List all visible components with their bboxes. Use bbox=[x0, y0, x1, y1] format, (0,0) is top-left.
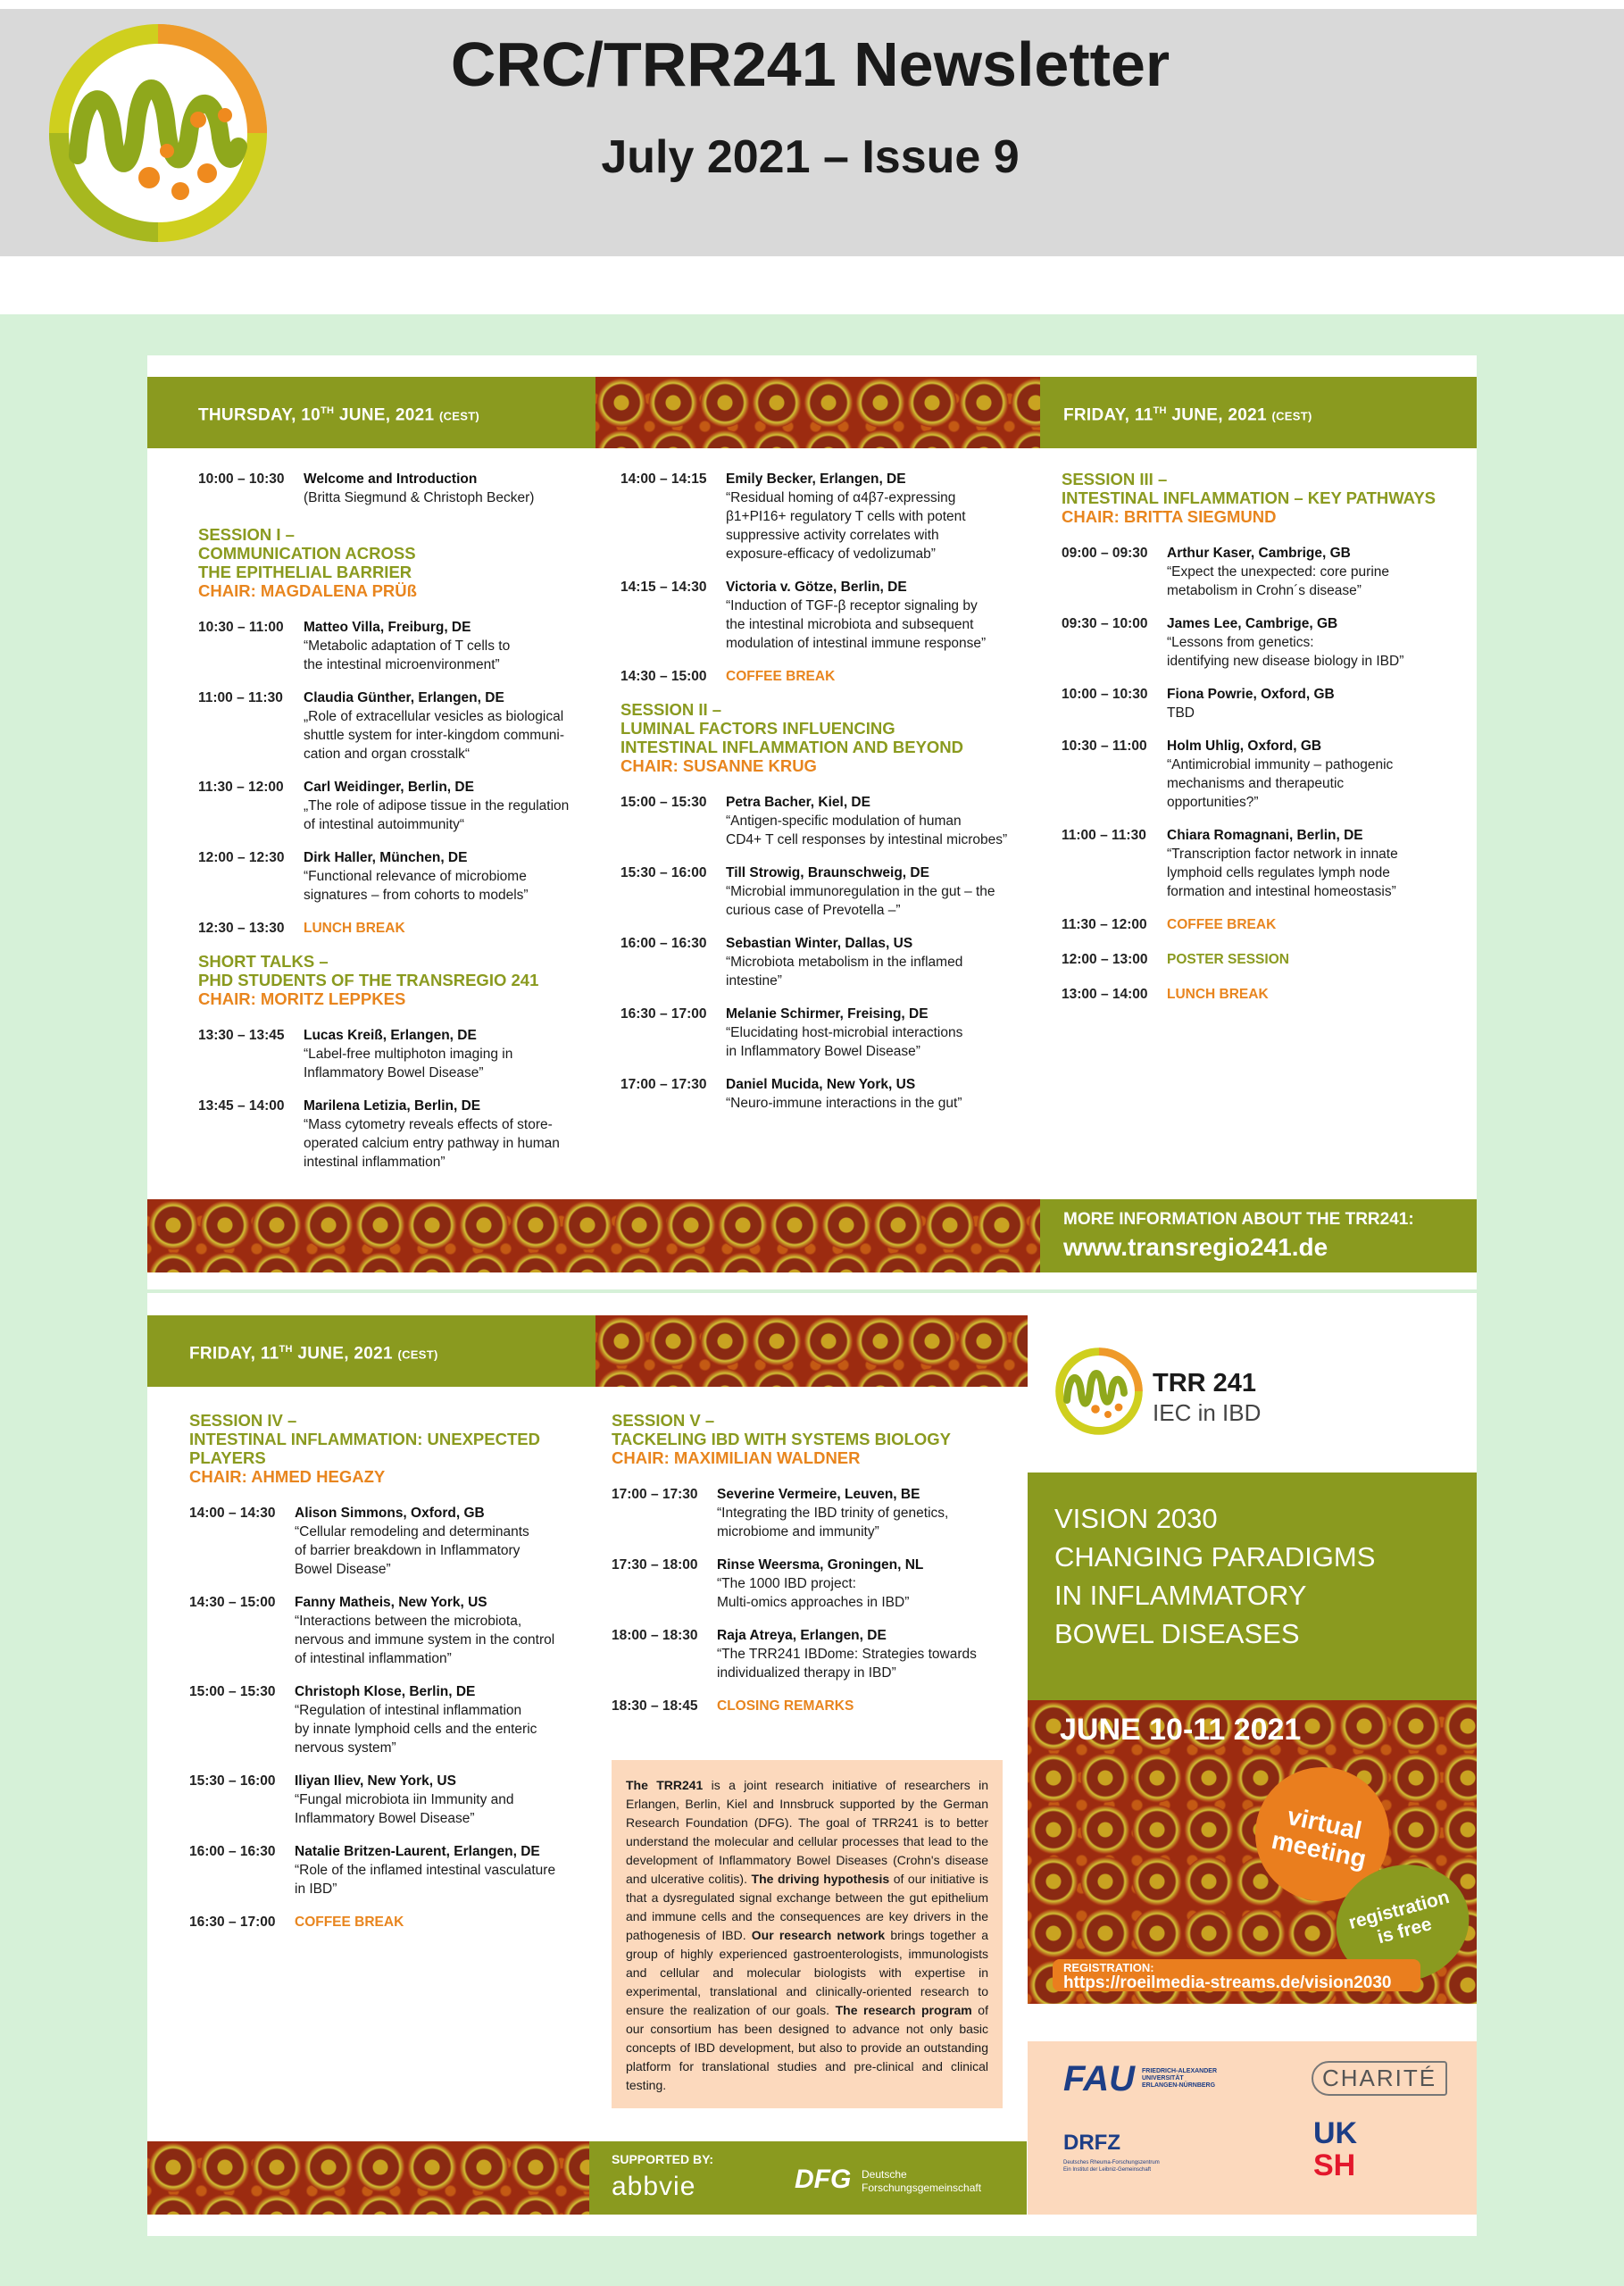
talk-title: “Neuro-immune interactions in the gut” bbox=[726, 1096, 962, 1111]
talk-time: 15:00 – 15:30 bbox=[189, 1684, 276, 1699]
talk-title: “Integrating the IBD trinity of genetics, microbiome and immunity” bbox=[717, 1506, 949, 1539]
talk-row bbox=[198, 1097, 591, 1172]
talk-title: “The 1000 IBD project: Multi-omics approaches in IBD” bbox=[717, 1576, 910, 1610]
lunch-break-row: 12:30 – 13:30 LUNCH BREAK bbox=[198, 921, 405, 936]
speaker: Fiona Powrie, Oxford, GB bbox=[1167, 687, 1335, 702]
supported-by-label: SUPPORTED BY: bbox=[612, 2152, 714, 2166]
talk-row bbox=[620, 1075, 1022, 1113]
talk-title: “Role of the inflamed intestinal vasculature in IBD” bbox=[295, 1863, 556, 1897]
talk-row bbox=[198, 778, 591, 834]
speaker: Till Strowig, Braunschweig, DE bbox=[726, 865, 929, 880]
speaker: Natalie Britzen-Laurent, Erlangen, DE bbox=[295, 1844, 540, 1859]
day2-heading: FRIDAY, 11TH JUNE, 2021 (CEST) bbox=[1063, 405, 1312, 425]
charite-logo: CHARITÉ bbox=[1312, 2061, 1447, 2096]
day2-band bbox=[147, 1315, 595, 1387]
drfz-name: Deutsches Rheuma-Forschungszentrum Ein Institut der Leibniz-Gemeinschaft bbox=[1063, 2160, 1160, 2173]
session-3-heading: SESSION III – INTESTINAL INFLAMMATION – KEY PATHWAYS CHAIR: BRITTA SIEGMUND bbox=[1062, 470, 1437, 526]
website-link[interactable]: www.transregio241.de bbox=[1063, 1233, 1328, 1261]
thursday-column-1 bbox=[198, 470, 591, 1186]
speaker: Petra Bacher, Kiel, DE bbox=[726, 795, 870, 810]
program-flyer bbox=[147, 355, 1477, 2236]
talk-time: 15:30 – 16:00 bbox=[189, 1773, 276, 1789]
partner-logos bbox=[1028, 2041, 1477, 2215]
coffee-break-row: 11:30 – 12:00 COFFEE BREAK bbox=[1062, 917, 1277, 932]
dfg-logo: DFG bbox=[795, 2165, 852, 2194]
speaker: Sebastian Winter, Dallas, US bbox=[726, 936, 913, 951]
brand-box bbox=[1028, 1315, 1477, 1473]
talk-row bbox=[189, 1504, 573, 1579]
speaker: James Lee, Cambrige, GB bbox=[1167, 616, 1338, 631]
talk-row bbox=[1062, 826, 1463, 901]
talk-title: “Expect the unexpected: core purine metabolism in Crohn´s disease” bbox=[1167, 564, 1390, 598]
newsletter-title: CRC/TRR241 Newsletter bbox=[450, 29, 1170, 99]
talk-time: 10:30 – 11:00 bbox=[1062, 738, 1147, 754]
day2-band bbox=[1040, 377, 1477, 448]
virtual-meeting-badge: virtual meeting bbox=[1243, 1755, 1402, 1914]
uksh-logo-bottom: SH bbox=[1313, 2148, 1356, 2182]
registration-free-badge: registration is free bbox=[1323, 1850, 1483, 1997]
session-2-heading: SESSION II – LUMINAL FACTORS INFLUENCING INTESTINAL INFLAMMATION AND BEYOND CHAIR: SUSANNE KRUG bbox=[620, 700, 964, 775]
brand-subtitle: IEC in IBD bbox=[1153, 1399, 1262, 1426]
tissue-texture-band bbox=[595, 377, 1040, 448]
talk-row bbox=[189, 1682, 573, 1757]
talk-row bbox=[620, 470, 1022, 563]
newsletter-issue: July 2021 – Issue 9 bbox=[601, 131, 1020, 183]
session-5-heading: SESSION V – TACKELING IBD WITH SYSTEMS BIOLOGY CHAIR: MAXIMILIAN WALDNER bbox=[612, 1411, 951, 1467]
trr241-logo bbox=[46, 21, 270, 245]
talk-row bbox=[612, 1556, 1009, 1612]
talk-time: 15:00 – 15:30 bbox=[620, 795, 707, 810]
talk-time: 11:30 – 12:00 bbox=[198, 780, 284, 795]
fau-logo: FAU bbox=[1063, 2059, 1135, 2098]
closing-remarks-row: 18:30 – 18:45 CLOSING REMARKS bbox=[612, 1698, 854, 1714]
talk-row bbox=[1062, 685, 1463, 722]
tissue-texture-band bbox=[147, 1199, 1040, 1272]
talk-title: “Induction of TGF-β receptor signaling by the intestinal microbiota and subsequent modulation of intestinal immune response” bbox=[726, 598, 987, 651]
talk-title: “Cellular remodeling and determinants of barrier breakdown in Inflammatory Bowel Disease” bbox=[295, 1524, 529, 1577]
talk-time: 10:00 – 10:30 bbox=[1062, 687, 1148, 702]
speaker: Iliyan Iliev, New York, US bbox=[295, 1773, 456, 1789]
talk-row bbox=[198, 1026, 591, 1082]
talk-title: “Metabolic adaptation of T cells to the intestinal microenvironment” bbox=[304, 638, 511, 672]
speaker: Christoph Klose, Berlin, DE bbox=[295, 1684, 476, 1699]
talk-row bbox=[620, 864, 1022, 920]
friday-column-3 bbox=[1062, 452, 1463, 1018]
talk-title: TBD bbox=[1167, 705, 1195, 721]
registration-link[interactable]: https://roeilmedia-streams.de/vision2030 bbox=[1063, 1973, 1392, 1992]
talk-row bbox=[620, 1005, 1022, 1061]
speaker: Arthur Kaser, Cambrige, GB bbox=[1167, 546, 1351, 561]
event-dates: JUNE 10-11 2021 bbox=[1060, 1713, 1302, 1747]
speaker: Fanny Matheis, New York, US bbox=[295, 1595, 487, 1610]
tissue-texture-band bbox=[147, 2141, 589, 2215]
talk-title: “Antigen-specific modulation of human CD4+ T cell responses by intestinal microbes” bbox=[726, 813, 1008, 847]
talk-row bbox=[189, 1772, 573, 1828]
vision-2030-panel bbox=[1028, 1473, 1477, 1700]
speaker: Raja Atreya, Erlangen, DE bbox=[717, 1628, 887, 1643]
registration-label: REGISTRATION: bbox=[1063, 1961, 1154, 1974]
speaker: Daniel Mucida, New York, US bbox=[726, 1077, 916, 1092]
talk-time: 13:30 – 13:45 bbox=[198, 1028, 285, 1043]
talk-row bbox=[198, 618, 591, 674]
talk-time: 14:30 – 15:00 bbox=[189, 1595, 276, 1610]
speaker: Matteo Villa, Freiburg, DE bbox=[304, 620, 471, 635]
talk-title: “Label-free multiphoton imaging in Inflammatory Bowel Disease” bbox=[304, 1047, 513, 1080]
speaker: Victoria v. Götze, Berlin, DE bbox=[726, 580, 907, 595]
speaker: Rinse Weersma, Groningen, NL bbox=[717, 1557, 924, 1573]
talk-row bbox=[620, 578, 1022, 653]
talk-row bbox=[1062, 737, 1463, 812]
talk-title: “Regulation of intestinal inflammation by innate lymphoid cells and the enteric nervous system” bbox=[295, 1703, 537, 1756]
talk-time: 16:00 – 16:30 bbox=[620, 936, 707, 951]
talk-time: 15:30 – 16:00 bbox=[620, 865, 707, 880]
speaker: Carl Weidinger, Berlin, DE bbox=[304, 780, 474, 795]
talk-title: “Mass cytometry reveals effects of store- operated calcium entry pathway in human intestinal inflammation” bbox=[304, 1117, 560, 1170]
day2-heading: FRIDAY, 11TH JUNE, 2021 (CEST) bbox=[189, 1344, 438, 1364]
talk-title: “Microbiota metabolism in the inflamed intestine” bbox=[726, 955, 963, 989]
session-4-heading: SESSION IV – INTESTINAL INFLAMMATION: UNEXPECTED PLAYERS CHAIR: AHMED HEGAZY bbox=[189, 1411, 540, 1486]
talk-row bbox=[612, 1485, 1009, 1541]
talk-row bbox=[198, 848, 591, 905]
session-1-heading: SESSION I – COMMUNICATION ACROSS THE EPITHELIAL BARRIER CHAIR: MAGDALENA PRÜß bbox=[198, 525, 417, 600]
dfg-name: Deutsche Forschungsgemeinschaft bbox=[862, 2168, 982, 2194]
trr241-description: The TRR241 is a joint research initiative of researchers in Erlangen, Berlin, Kiel and Innsbruck supported by the German Research Foundation (DFG). The goal of TRR241 is to better understand the molecular and cellular processes that lead to the development of Inflammatory Bowel Diseases (Crohn's disease and ulcerative colitis). The driving hypothesis of our initiative is that a dysregulated signal exchange between the gut epithelium and immune cells and the consequences are key drivers in the pathogenesis of IBD. Our research network brings together a group of highly experienced gastroenterologists, immunologists and cellular and molecular biologists with expertise in experimental, translational and clinically-oriented research to ensure the realization of our goals. The research program of our consortium has been designed to advance not only basic concepts of IBD development, but also to provide an outstanding platform for translational studies and pre-clinical and clinical testing. bbox=[612, 1760, 1003, 2108]
abbvie-logo: abbvie bbox=[612, 2172, 696, 2201]
speaker: Claudia Günther, Erlangen, DE bbox=[304, 690, 504, 705]
talk-row bbox=[620, 934, 1022, 990]
talk-title: “Elucidating host-microbial interactions in Inflammatory Bowel Disease” bbox=[726, 1025, 963, 1059]
talk-time: 16:30 – 17:00 bbox=[620, 1006, 707, 1022]
newsletter-header bbox=[0, 9, 1624, 256]
talk-time: 17:30 – 18:00 bbox=[612, 1557, 698, 1573]
speaker: Dirk Haller, München, DE bbox=[304, 850, 468, 865]
page-divider bbox=[147, 1289, 1477, 1293]
speaker: Melanie Schirmer, Freising, DE bbox=[726, 1006, 929, 1022]
talk-title: “Functional relevance of microbiome signatures – from cohorts to models” bbox=[304, 869, 529, 903]
talk-row bbox=[620, 793, 1022, 849]
brand-name: TRR 241 bbox=[1153, 1369, 1257, 1397]
talk-time: 12:00 – 12:30 bbox=[198, 850, 285, 865]
talk-title: “Transcription factor network in innate lymphoid cells regulates lymph node formation and intestinal homeostasis” bbox=[1167, 847, 1398, 899]
uksh-logo-top: UK bbox=[1313, 2116, 1358, 2150]
friday-column-4 bbox=[189, 1393, 573, 1946]
talk-time: 11:00 – 11:30 bbox=[198, 690, 283, 705]
talk-title: “Lessons from genetics: identifying new disease biology in IBD” bbox=[1167, 635, 1404, 669]
speaker: Marilena Letizia, Berlin, DE bbox=[304, 1098, 481, 1114]
speaker: Emily Becker, Erlangen, DE bbox=[726, 471, 906, 487]
talk-title: „The role of adipose tissue in the regulation of intestinal autoimmunity“ bbox=[304, 798, 570, 832]
trr241-logo bbox=[1054, 1347, 1144, 1436]
program-row: 10:00 – 10:30 Welcome and Introduction (Britta Siegmund & Christoph Becker) bbox=[198, 471, 535, 505]
drfz-logo: DRFZ bbox=[1063, 2131, 1120, 2155]
talk-time: 14:00 – 14:15 bbox=[620, 471, 707, 487]
poster-session-row: 12:00 – 13:00 POSTER SESSION bbox=[1062, 952, 1289, 967]
talk-row bbox=[189, 1842, 573, 1898]
talk-time: 10:30 – 11:00 bbox=[198, 620, 284, 635]
short-talks-heading: SHORT TALKS – PHD STUDENTS OF THE TRANSREGIO 241 CHAIR: MORITZ LEPPKES bbox=[198, 952, 539, 1008]
vision-title: VISION 2030 CHANGING PARADIGMS IN INFLAMMATORY BOWEL DISEASES bbox=[1054, 1503, 1376, 1649]
coffee-break-row: 16:30 – 17:00 COFFEE BREAK bbox=[189, 1915, 404, 1930]
coffee-break-row: 14:30 – 15:00 COFFEE BREAK bbox=[620, 669, 836, 684]
talk-row bbox=[189, 1593, 573, 1668]
supporters-panel bbox=[589, 2141, 1027, 2215]
talk-time: 16:00 – 16:30 bbox=[189, 1844, 276, 1859]
talk-time: 17:00 – 17:30 bbox=[620, 1077, 707, 1092]
more-info-panel bbox=[1040, 1199, 1477, 1272]
speaker: Chiara Romagnani, Berlin, DE bbox=[1167, 828, 1363, 843]
talk-time: 13:45 – 14:00 bbox=[198, 1098, 285, 1114]
speaker: Holm Uhlig, Oxford, GB bbox=[1167, 738, 1322, 754]
fau-name: FRIEDRICH-ALEXANDER UNIVERSITÄT ERLANGEN-NÜRNBERG bbox=[1142, 2068, 1217, 2089]
talk-time: 17:00 – 17:30 bbox=[612, 1487, 698, 1502]
speaker: Alison Simmons, Oxford, GB bbox=[295, 1506, 485, 1521]
talk-title: “The TRR241 IBDome: Strategies towards individualized therapy in IBD” bbox=[717, 1647, 977, 1681]
talk-time: 11:00 – 11:30 bbox=[1062, 828, 1146, 843]
friday-column-5 bbox=[612, 1393, 1009, 1730]
talk-time: 09:00 – 09:30 bbox=[1062, 546, 1148, 561]
event-photo-panel bbox=[1028, 1700, 1477, 2004]
talk-time: 09:30 – 10:00 bbox=[1062, 616, 1148, 631]
talk-row bbox=[1062, 614, 1463, 671]
lunch-break-row: 13:00 – 14:00 LUNCH BREAK bbox=[1062, 987, 1269, 1002]
talk-title: “Microbial immunoregulation in the gut – the curious case of Prevotella –” bbox=[726, 884, 995, 918]
talk-title: “Fungal microbiota iin Immunity and Inflammatory Bowel Disease” bbox=[295, 1792, 514, 1826]
talk-title: “Antimicrobial immunity – pathogenic mechanisms and therapeutic opportunities?” bbox=[1167, 757, 1394, 810]
talk-time: 14:15 – 14:30 bbox=[620, 580, 707, 595]
talk-row bbox=[1062, 544, 1463, 600]
speaker: Severine Vermeire, Leuven, BE bbox=[717, 1487, 920, 1502]
talk-title: „Role of extracellular vesicles as biological shuttle system for inter-kingdom communi- cation and organ crosstalk“ bbox=[304, 709, 565, 762]
talk-time: 14:00 – 14:30 bbox=[189, 1506, 276, 1521]
thursday-column-2 bbox=[620, 470, 1022, 1127]
day1-heading: THURSDAY, 10TH JUNE, 2021 (CEST) bbox=[198, 405, 480, 425]
talk-row bbox=[612, 1626, 1009, 1682]
tissue-texture-band bbox=[595, 1315, 1028, 1387]
talk-title: “Interactions between the microbiota, nervous and immune system in the control of intestinal inflammation” bbox=[295, 1614, 555, 1666]
day1-band bbox=[147, 377, 595, 448]
more-info-label: MORE INFORMATION ABOUT THE TRR241: bbox=[1063, 1210, 1414, 1229]
speaker: Lucas Kreiß, Erlangen, DE bbox=[304, 1028, 477, 1043]
talk-row bbox=[198, 688, 591, 763]
talk-title: “Residual homing of α4β7-expressing β1+PI16+ regulatory T cells with potent suppressive activity correlates with exposure-efficacy of vedolizumab” bbox=[726, 490, 966, 562]
talk-time: 18:00 – 18:30 bbox=[612, 1628, 698, 1643]
